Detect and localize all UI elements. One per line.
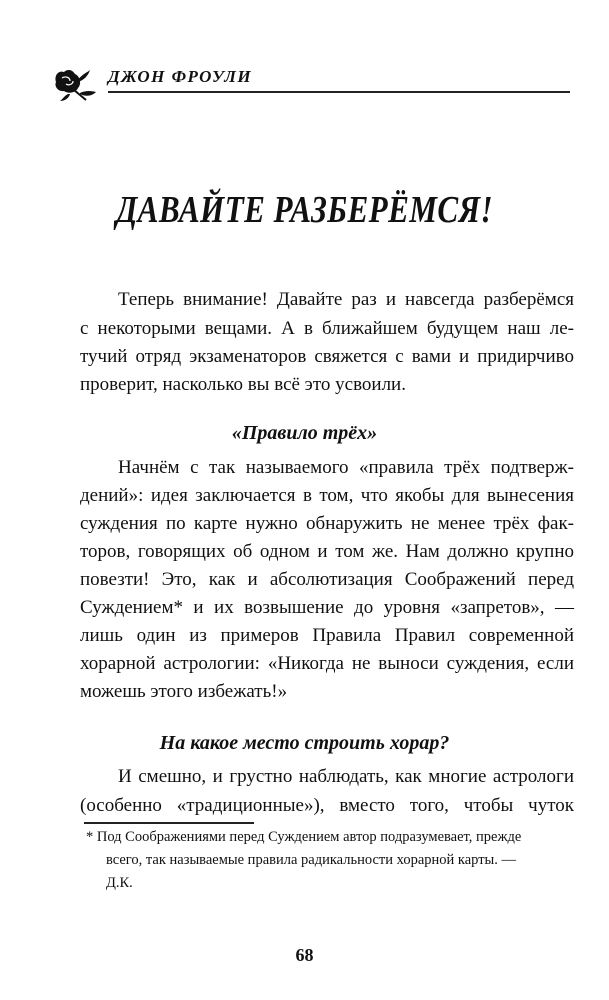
footnote-line: всего, так называемые правила радикальности хорарной карты. —	[106, 852, 517, 868]
paragraph-line: Начнём с так называемого «правила трёх подтверж-	[118, 457, 574, 478]
subheading-horary-location: На какое место строить хорар?	[159, 732, 450, 754]
paragraph-line: дений»: идея заключается в том, что якобы для вынесения	[80, 485, 574, 506]
footnote-line: * Под Соображениями перед Суждением автор подразумевает, прежде	[86, 829, 522, 845]
page-number: 68	[295, 945, 314, 965]
paragraph-line: тучий отряд экзаменаторов свяжется с вами и придирчиво	[80, 346, 574, 367]
paragraph-line: с некоторыми вещами. А в ближайшем будущем наш ле-	[80, 318, 574, 339]
footnote-line: Д.К.	[106, 875, 133, 891]
subheading-rule-of-three: «Правило трёх»	[231, 422, 378, 444]
paragraph-line: И смешно, и грустно наблюдать, как многие астрологи	[118, 766, 574, 787]
footnote-rule	[84, 822, 254, 824]
paragraph-line: проверит, насколько вы всё это усвоили.	[80, 374, 406, 395]
paragraph-line: можешь этого избежать!»	[80, 681, 288, 702]
paragraph-line: лишь один из примеров Правила Правил современной	[80, 625, 574, 646]
paragraph-line: Суждением* и их возвышение до уровня «запретов», —	[80, 597, 574, 618]
paragraph-line: хорарной астрологии: «Никогда не выноси суждения, если	[80, 653, 574, 674]
paragraph-line: торов, говорящих об одном и том же. Нам должно крупно	[80, 541, 574, 562]
paragraph-line: Теперь внимание! Давайте раз и навсегда разберёмся	[118, 289, 574, 310]
running-head-author: ДЖОН ФРОУЛИ	[108, 67, 253, 86]
paragraph-line: (особенно «традиционные»), вместо того, чтобы чуток	[80, 795, 574, 816]
paragraph-line: суждения по карте нужно обнаружить не менее трёх фак-	[80, 513, 574, 534]
rose-ornament-icon	[50, 66, 100, 102]
running-header	[50, 62, 570, 102]
paragraph-line: повезти! Это, как и абсолютизация Соображений перед	[80, 569, 574, 590]
header-rule	[108, 91, 570, 93]
chapter-title: ДАВАЙТЕ РАЗБЕРЁМСЯ!	[115, 189, 494, 231]
